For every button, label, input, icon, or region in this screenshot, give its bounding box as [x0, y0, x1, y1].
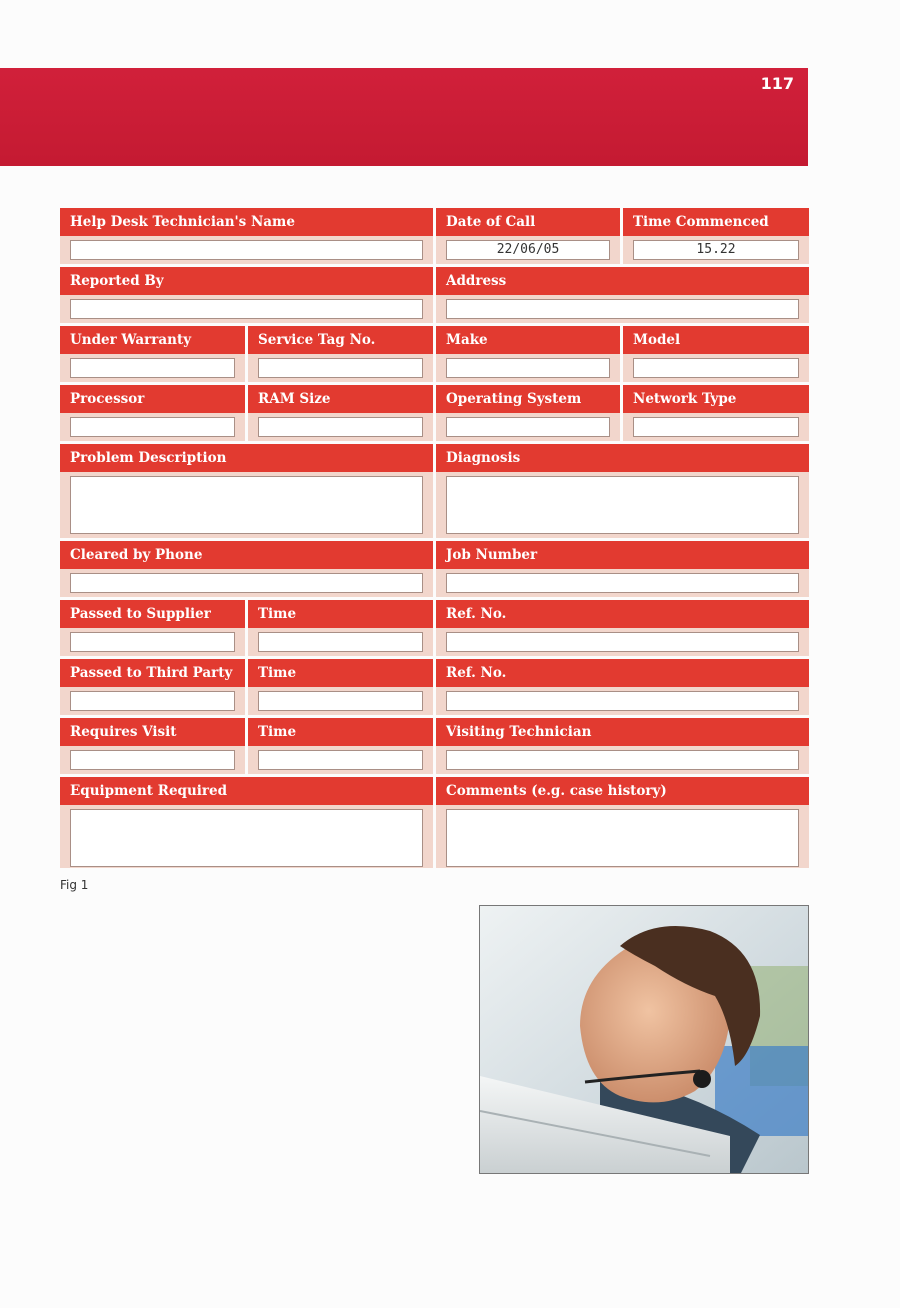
- service-tag-cell: [248, 326, 433, 382]
- date-of-call-cell: [436, 208, 620, 264]
- header-banner: [0, 68, 808, 166]
- visit-time-label: Time: [248, 718, 433, 746]
- passed-to-third-party-label: Passed to Third Party: [60, 659, 245, 687]
- model-label: Model: [623, 326, 809, 354]
- network-type-label: Network Type: [623, 385, 809, 413]
- equipment-required-field[interactable]: [70, 809, 423, 867]
- job-number-cell: [436, 541, 809, 597]
- form-row: [60, 600, 809, 656]
- ram-size-cell: [248, 385, 433, 441]
- operating-system-field[interactable]: [446, 417, 610, 437]
- under-warranty-label: Under Warranty: [60, 326, 245, 354]
- form-row: [60, 659, 809, 715]
- passed-to-third-party-cell: [60, 659, 245, 715]
- cleared-by-phone-label: Cleared by Phone: [60, 541, 433, 569]
- diagnosis-label: Diagnosis: [436, 444, 809, 472]
- address-field[interactable]: [446, 299, 799, 319]
- comments-cell: [436, 777, 809, 868]
- third-party-ref-label: Ref. No.: [436, 659, 809, 687]
- form-row: [60, 444, 809, 538]
- time-commenced-cell: [623, 208, 809, 264]
- tech-name-cell: [60, 208, 433, 264]
- ram-size-field[interactable]: [258, 417, 423, 437]
- date-of-call-label: Date of Call: [436, 208, 620, 236]
- photo-illustration: [480, 906, 809, 1174]
- cleared-by-phone-cell: [60, 541, 433, 597]
- job-number-label: Job Number: [436, 541, 809, 569]
- supplier-time-label: Time: [248, 600, 433, 628]
- operating-system-cell: [436, 385, 620, 441]
- service-tag-field[interactable]: [258, 358, 423, 378]
- page-number: 117: [760, 74, 794, 93]
- third-party-time-field[interactable]: [258, 691, 423, 711]
- form-row: [60, 208, 809, 264]
- visiting-technician-label: Visiting Technician: [436, 718, 809, 746]
- equipment-required-label: Equipment Required: [60, 777, 433, 805]
- form-row: [60, 267, 809, 323]
- problem-description-field[interactable]: [70, 476, 423, 534]
- supplier-ref-label: Ref. No.: [436, 600, 809, 628]
- form-row: [60, 777, 809, 868]
- requires-visit-field[interactable]: [70, 750, 235, 770]
- equipment-required-cell: [60, 777, 433, 868]
- tech-name-label: Help Desk Technician's Name: [60, 208, 433, 236]
- requires-visit-cell: [60, 718, 245, 774]
- passed-to-supplier-label: Passed to Supplier: [60, 600, 245, 628]
- supplier-ref-field[interactable]: [446, 632, 799, 652]
- supplier-time-cell: [248, 600, 433, 656]
- make-field[interactable]: [446, 358, 610, 378]
- make-label: Make: [436, 326, 620, 354]
- problem-description-label: Problem Description: [60, 444, 433, 472]
- third-party-ref-field[interactable]: [446, 691, 799, 711]
- form-row: [60, 385, 809, 441]
- passed-to-third-party-field[interactable]: [70, 691, 235, 711]
- address-cell: [436, 267, 809, 323]
- reported-by-label: Reported By: [60, 267, 433, 295]
- processor-cell: [60, 385, 245, 441]
- diagnosis-cell: [436, 444, 809, 538]
- form-row: [60, 541, 809, 597]
- address-label: Address: [436, 267, 809, 295]
- time-commenced-field[interactable]: 15.22: [633, 240, 799, 260]
- service-tag-label: Service Tag No.: [248, 326, 433, 354]
- reported-by-cell: [60, 267, 433, 323]
- operating-system-label: Operating System: [436, 385, 620, 413]
- visiting-technician-cell: [436, 718, 809, 774]
- supplier-time-field[interactable]: [258, 632, 423, 652]
- form-row: [60, 718, 809, 774]
- passed-to-supplier-cell: [60, 600, 245, 656]
- model-cell: [623, 326, 809, 382]
- diagnosis-field[interactable]: [446, 476, 799, 534]
- processor-label: Processor: [60, 385, 245, 413]
- cleared-by-phone-field[interactable]: [70, 573, 423, 593]
- network-type-field[interactable]: [633, 417, 799, 437]
- comments-field[interactable]: [446, 809, 799, 867]
- network-type-cell: [623, 385, 809, 441]
- visit-time-field[interactable]: [258, 750, 423, 770]
- figure-caption: Fig 1: [60, 878, 89, 892]
- visiting-technician-field[interactable]: [446, 750, 799, 770]
- help-desk-photo: [479, 905, 809, 1174]
- passed-to-supplier-field[interactable]: [70, 632, 235, 652]
- third-party-ref-cell: [436, 659, 809, 715]
- form-row: [60, 326, 809, 382]
- reported-by-field[interactable]: [70, 299, 423, 319]
- ram-size-label: RAM Size: [248, 385, 433, 413]
- visit-time-cell: [248, 718, 433, 774]
- comments-label: Comments (e.g. case history): [436, 777, 809, 805]
- third-party-time-cell: [248, 659, 433, 715]
- third-party-time-label: Time: [248, 659, 433, 687]
- job-number-field[interactable]: [446, 573, 799, 593]
- time-commenced-label: Time Commenced: [623, 208, 809, 236]
- make-cell: [436, 326, 620, 382]
- problem-description-cell: [60, 444, 433, 538]
- supplier-ref-cell: [436, 600, 809, 656]
- requires-visit-label: Requires Visit: [60, 718, 245, 746]
- under-warranty-cell: [60, 326, 245, 382]
- model-field[interactable]: [633, 358, 799, 378]
- processor-field[interactable]: [70, 417, 235, 437]
- date-of-call-field[interactable]: 22/06/05: [446, 240, 610, 260]
- tech-name-field[interactable]: [70, 240, 423, 260]
- under-warranty-field[interactable]: [70, 358, 235, 378]
